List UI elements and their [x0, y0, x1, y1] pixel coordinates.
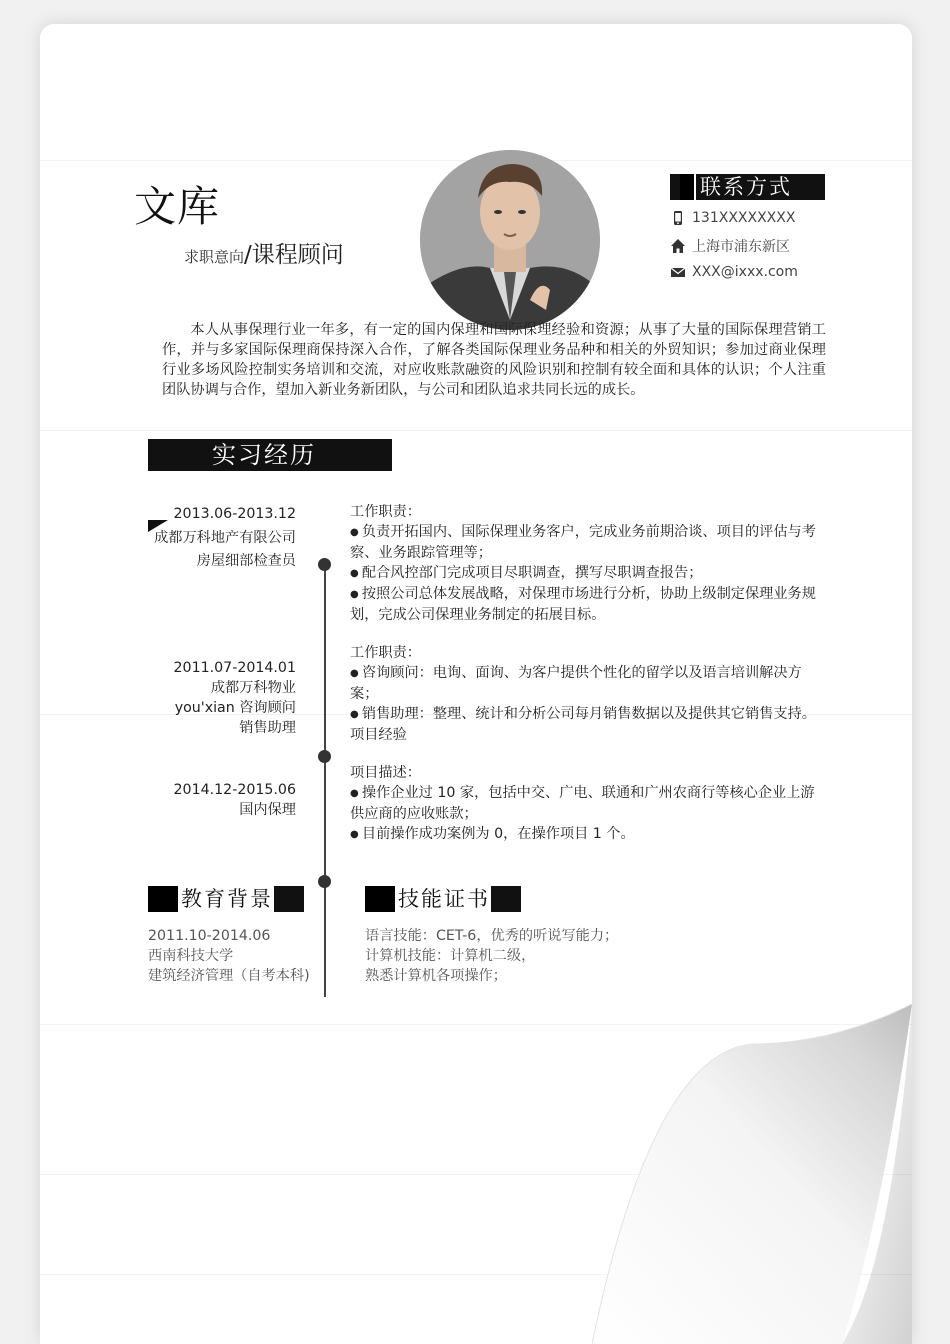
job-intent	[184, 236, 344, 269]
entry-date: 2013.06-2013.12	[173, 506, 296, 522]
entry-heading: 工作职责：	[350, 645, 421, 661]
entry-bullet: ● 咨询顾问：电询、面询、为客户提供个性化的留学以及语言培训解决方案；	[350, 663, 818, 704]
timeline-dot	[318, 875, 331, 888]
section-notch	[365, 886, 397, 912]
entry-company: 成都万科地产有限公司	[154, 530, 296, 546]
entry-bullet: ● 负责开拓国内、国际保理业务客户，完成业务前期洽谈、项目的评估与考察、业务跟踪管理等；	[350, 522, 818, 563]
experience-entry-meta	[136, 780, 296, 820]
entry-bullet: ● 销售助理：整理、统计和分析公司每月销售数据以及提供其它销售支持。	[350, 704, 818, 725]
contact-section-title: 联系方式	[670, 174, 825, 200]
skills-section-title	[365, 886, 521, 912]
entry-company: 国内保理	[239, 802, 296, 818]
applicant-name: 文库	[134, 182, 221, 231]
entry-role: 房屋细部检查员	[196, 553, 296, 569]
education-detail	[148, 926, 310, 986]
entry-bullet: ● 操作企业过 10 家，包括中交、广电、联通和广州农商行等核心企业上游供应商的应收账款；	[350, 783, 818, 824]
skills-detail	[365, 926, 618, 986]
contact-address	[670, 236, 790, 256]
skill-line: 语言技能：CET-6，优秀的听说写能力；	[365, 928, 619, 944]
entry-role: you'xian 咨询顾问	[174, 700, 296, 716]
contact-email	[670, 264, 798, 280]
phone-text: 131XXXXXXXX	[692, 210, 796, 226]
section-notch	[148, 886, 180, 912]
entry-bullet: ● 按照公司总体发展战略，对保理市场进行分析，协助上级制定保理业务规划，完成公司保理业务制定的拓展目标。	[350, 584, 818, 625]
education-section-title	[148, 886, 304, 912]
education-title-text: 教育背景	[181, 887, 273, 911]
experience-entry-detail	[350, 763, 818, 845]
entry-bullet: ● 目前操作成功案例为 0，在操作项目 1 个。	[350, 824, 818, 845]
experience-entry-meta	[136, 504, 296, 571]
email-text: XXX@ixxx.com	[692, 264, 798, 280]
home-icon	[670, 238, 686, 254]
entry-extra-role: 销售助理	[239, 720, 296, 736]
experience-section-title: 实习经历	[148, 439, 392, 471]
entry-heading: 工作职责：	[350, 504, 421, 520]
profile-photo	[420, 150, 600, 330]
timeline-dot	[318, 558, 331, 571]
entry-date: 2011.07-2014.01	[173, 660, 296, 676]
entry-tail: 项目经验	[350, 727, 407, 743]
skill-line: 熟悉计算机各项操作；	[365, 968, 507, 984]
self-summary: 本人从事保理行业一年多，有一定的国内保理和国际保理经验和资源；从事了大量的国际保理营销工作，并与多家国际保理商保持深入合作，了解各类国际保理业务品种和相关的外贸知识；参加过商业保理行业多场风险控制实务培训和交流，对应收账款融资的风险识别和控制有较全面和具体的认识；个人注重团队协调与合作，望加入新业务新团队，与公司和团队追求共同长远的成长。	[162, 322, 826, 398]
education-major: 建筑经济管理（自考本科)	[148, 968, 310, 984]
job-intent-value: /课程顾问	[244, 242, 344, 268]
skill-line: 计算机技能：计算机二级，	[365, 948, 536, 964]
mail-icon	[670, 264, 686, 280]
divider	[40, 430, 912, 431]
entry-heading: 项目描述：	[350, 765, 421, 781]
experience-entry-detail	[350, 502, 818, 625]
entry-bullet: ● 配合风控部门完成项目尽职调查，撰写尽职调查报告；	[350, 563, 818, 584]
entry-date: 2014.12-2015.06	[173, 782, 296, 798]
skills-title-text: 技能证书	[398, 887, 490, 911]
contact-phone	[670, 210, 795, 226]
resume-page	[40, 24, 912, 1344]
page-curl-decoration	[592, 1004, 912, 1344]
phone-icon	[670, 210, 686, 226]
timeline-dot	[318, 750, 331, 763]
entry-company: 成都万科物业	[210, 680, 296, 696]
experience-entry-detail	[350, 643, 818, 745]
timeline-line	[324, 564, 326, 997]
education-date: 2011.10-2014.06	[148, 928, 271, 944]
job-intent-label: 求职意向	[184, 248, 245, 266]
education-school: 西南科技大学	[148, 948, 234, 964]
experience-entry-meta	[136, 658, 296, 738]
address-text: 上海市浦东新区	[692, 239, 790, 255]
